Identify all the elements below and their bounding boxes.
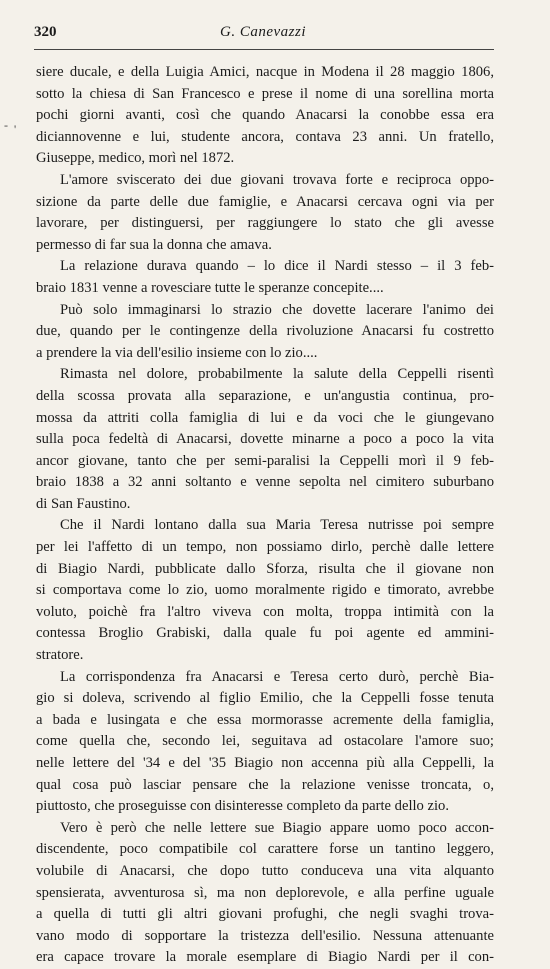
- text-line: Può solo immaginarsi lo strazio che dovette lacerare l'animo dei: [60, 301, 494, 318]
- page-number: 320: [34, 24, 57, 40]
- text-line: due, quando per le contingenze della rivoluzione Anacarsi fu costretto: [36, 323, 494, 340]
- text-line: di Biagio Nardi, pubblicate dallo Sforza, risulta che il giovane non: [36, 560, 494, 577]
- text-line: siere ducale, e della Luigia Amici, nacque in Modena il 28 maggio 1806,: [36, 64, 494, 80]
- text-line: a quella di tutti gli altri giovani profughi, che negli svaghi trova-: [36, 906, 494, 923]
- text-line: piuttosto, che proseguisse con disinteresse completo da parte dello zio.: [36, 798, 449, 815]
- text-line: Che il Nardi lontano dalla sua Maria Teresa nutrisse poi sempre: [60, 517, 494, 534]
- text-line: ancor giovane, tanto che per semi-paralisi la Ceppelli morì il 9 feb-: [36, 452, 494, 469]
- margin-mark: -: [4, 118, 8, 132]
- body-text: [36, 62, 494, 969]
- text-line: era capace trovare la morale esemplare di Biagio Nardi per il con-: [36, 949, 494, 966]
- header-rule: [34, 49, 494, 50]
- text-line: di San Faustino.: [36, 495, 131, 512]
- text-line: discendente, poco compatibile col carattere forse un tantino leggero,: [36, 841, 494, 858]
- text-line: come quella che, secondo lei, seguitava ad ostacolare l'amore suo;: [36, 733, 494, 750]
- text-line: mossa da attriti colla famiglia di lui e da voci che le giungevano: [36, 409, 494, 426]
- text-line: lavorare, per distinguersi, per raggiungere lo stato che gli avesse: [36, 215, 494, 232]
- text-line: braio 1838 a 32 anni soltanto e venne sepolta nel cimitero suburbano: [36, 474, 494, 491]
- text-line: Vero è però che nelle lettere sue Biagio appare uomo poco accon-: [60, 819, 494, 836]
- text-line: qual cosa può lasciar pensare che la relazione venisse troncata, o,: [36, 776, 494, 793]
- page-header: [34, 22, 494, 42]
- text-line: volubile di Anacarsi, che dopo tutto conduceva una vita alquanto: [36, 862, 494, 879]
- text-line: gio si doleva, scrivendo al figlio Emilio, che la Ceppelli fosse tenuta: [36, 690, 494, 707]
- text-line: vano modo di sopportare la tristezza dell'esilio. Nessuna attenuante: [36, 927, 494, 944]
- text-line: permesso di far sua la donna che amava.: [36, 236, 272, 253]
- text-line: della scossa provata alla separazione, e un'angustia continua, pro-: [36, 387, 494, 404]
- text-line: spensierata, avventurosa sì, ma non deplorevole, e alla perfine uguale: [36, 884, 494, 901]
- text-line: a prendere la via dell'esilio insieme con lo zio....: [36, 344, 318, 361]
- text-line: nelle lettere del '34 e del '35 Biagio non accenna più alla Ceppelli, la: [36, 755, 494, 771]
- text-line: si comportava come lo zio, uomo moralmente rigido e timorato, avrebbe: [36, 582, 494, 599]
- text-line: Rimasta nel dolore, probabilmente la salute della Ceppelli risentì: [60, 366, 494, 383]
- text-line: Giuseppe, medico, morì nel 1872.: [36, 150, 235, 167]
- text-line: sulla poca fedeltà di Anacarsi, dovette minarne a poco a poco la vita: [36, 431, 494, 448]
- text-line: sotto la chiesa di San Francesco e prese il nome di una sorellina morta: [36, 85, 494, 102]
- text-line: diciannovenne e lui, studente ancora, contava 23 anni. Un fratello,: [36, 128, 494, 145]
- text-line: voluto, poichè fra l'altro viveva con molta, troppa intimità con la: [36, 603, 494, 620]
- text-line: sizione da parte delle due famiglie, e Anacarsi cercava ogni via per: [36, 193, 494, 210]
- text-line: braio 1831 venne a rovesciare tutte le speranze concepite....: [36, 279, 384, 296]
- text-line: contessa Broglio Grabiski, dalla quale fu poi agente ed ammini-: [36, 625, 494, 642]
- running-head: G. Canevazzi: [220, 24, 306, 40]
- text-line: per lei l'affetto di un tempo, non possiamo dirlo, perchè dalle lettere: [36, 539, 494, 556]
- text-line: stratore.: [36, 647, 84, 664]
- text-line: La corrispondenza fra Anacarsi e Teresa certo durò, perchè Bia-: [60, 668, 494, 685]
- text-line: L'amore sviscerato dei due giovani trovava forte e reciproca oppo-: [60, 171, 494, 188]
- text-line: pochi giorni avanti, così che quando Anacarsi la conobbe essa era: [36, 107, 494, 124]
- text-line: a bada e lusingata e che essa mormorasse acremente della famiglia,: [36, 711, 494, 728]
- text-line: La relazione durava quando – lo dice il Nardi stesso – il 3 feb-: [60, 258, 494, 275]
- margin-mark: ': [14, 122, 17, 136]
